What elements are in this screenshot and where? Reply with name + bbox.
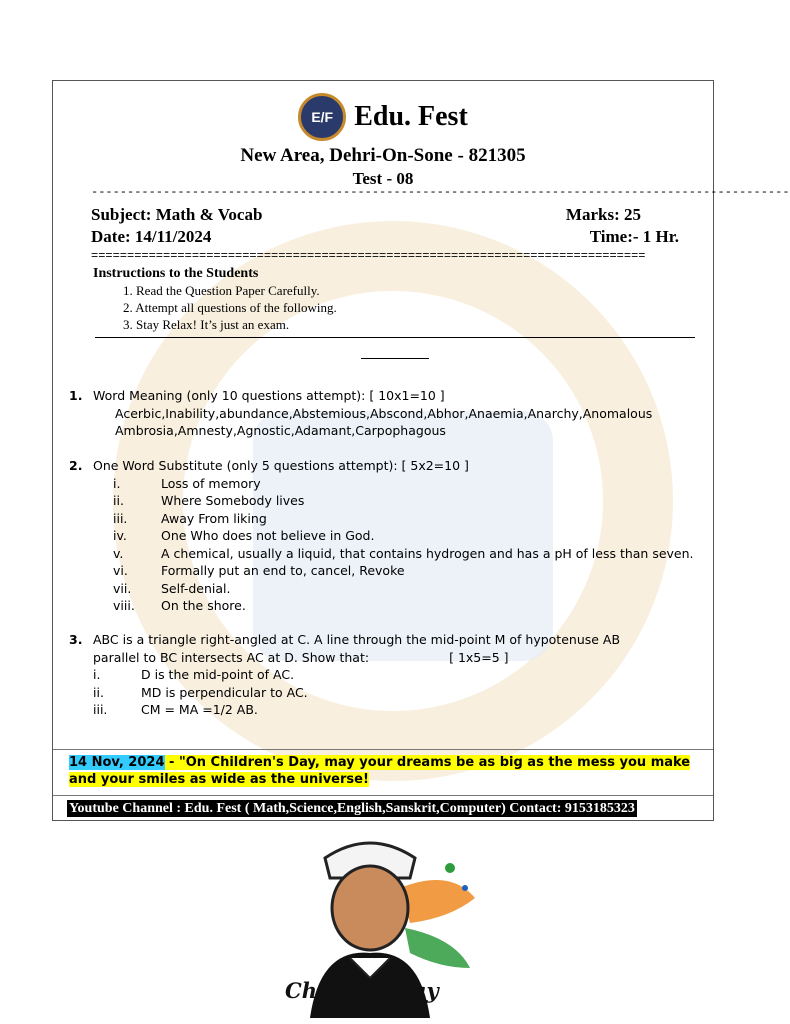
note-date: 14 Nov, 2024 [69, 755, 165, 770]
instruction-item: 2. Attempt all questions of the following. [123, 300, 337, 315]
question-2: 2. One Word Substitute (only 5 questions attempt): [ 5x2=10 ] i. Loss of memory ii. Where Somebody lives iii. Away From liking iv. One Who does not believe in God. v. A chemical, usually a liquid, that contains hydrogen and has a pH of less than seven. vi. Formally put an end to, cancel, Revoke vii. Self-denial. viii. On the shore. [69, 457, 709, 615]
question-3: 3. ABC is a triangle right-angled at C. A line through the mid-point M of hypotenuse AB parallel to BC intersects AC at D. Show that: [ 1x5=5 ] i. D is the mid-point of AC. ii. MD is perpendicular to AC. iii. CM = MA =1/2 AB. [69, 631, 709, 719]
date: Date: 14/11/2024 [91, 227, 212, 246]
list-item: viii. On the shore. [113, 598, 246, 613]
question-1-title: Word Meaning (only 10 questions attempt): [ 10x1=10 ] [93, 388, 445, 403]
exam-paper [52, 80, 790, 821]
instructions [93, 266, 693, 333]
note-text: - "On Children's Day, may your dreams be as big as the mess you make and your smiles as wide as the universe! [69, 755, 691, 787]
list-item: ii. Where Somebody lives [113, 493, 305, 508]
test-number: Test - 08 [352, 169, 414, 188]
question-2-items [113, 475, 709, 615]
short-divider [361, 358, 429, 359]
list-item: vi. Formally put an end to, cancel, Revoke [113, 563, 405, 578]
question-3-line2: parallel to BC intersects AC at D. Show that: [93, 649, 370, 665]
list-item: iii. Away From liking [113, 510, 267, 526]
meta-row-2 [91, 227, 679, 247]
subject: Subject: Math & Vocab [91, 205, 263, 224]
instruction-item: 1. Read the Question Paper Carefully. [123, 283, 320, 298]
list-item: vii. Self-denial. [113, 580, 231, 596]
header [53, 93, 713, 189]
list-item: iii. CM = MA =1/2 AB. [93, 702, 258, 717]
edu-fest-logo-icon: E/F [298, 93, 346, 141]
question-2-title: One Word Substitute (only 5 questions attempt): [ 5x2=10 ] [93, 458, 469, 473]
page-title: Edu. Fest [354, 101, 468, 132]
list-item: ii. MD is perpendicular to AC. [93, 684, 308, 700]
time: Time:- 1 Hr. [589, 227, 679, 246]
instructions-heading: Instructions to the Students [93, 266, 259, 281]
dash-separator: ------------------------------------------------------------------------------------------------- [91, 185, 790, 199]
list-item: iv. One Who does not believe in God. [113, 528, 375, 543]
marks: Marks: 25 [565, 205, 641, 224]
address: New Area, Dehri-On-Sone - 821305 [240, 145, 526, 166]
contact-bar [53, 795, 713, 817]
meta-row-1 [91, 205, 679, 225]
childrens-day-note [53, 749, 713, 792]
question-1: 1. Word Meaning (only 10 questions attempt): [ 10x1=10 ] Acerbic,Inability,abundance,Abstemious,Abscond,Abhor,Anaemia,Anarchy,Anomalous Ambrosia,Amnesty,Agnostic,Adamant,Carpophagous [69, 387, 709, 440]
question-3-marks: [ 1x5=5 ] [449, 649, 509, 665]
childrens-day-caption: Children Day [285, 978, 439, 1003]
instruction-item: 3. Stay Relax! It’s just an exam. [123, 317, 290, 332]
question-3-items [93, 666, 709, 719]
contact-text: Youtube Channel : Edu. Fest ( Math,Science,English,Sanskrit,Computer) Contact: 9153185323 [69, 801, 635, 816]
divider [95, 337, 695, 338]
question-3-line1: ABC is a triangle right-angled at C. A line through the mid-point M of hypotenuse AB [93, 632, 621, 647]
list-item: i. Loss of memory [113, 475, 261, 491]
question-1-words: Acerbic,Inability,abundance,Abstemious,Abscond,Abhor,Anaemia,Anarchy,Anomalous Ambrosia,Amnesty,Agnostic,Adamant,Carpophagous [115, 405, 653, 438]
list-item: i. D is the mid-point of AC. [93, 667, 295, 682]
equals-separator: ============================================================================= [91, 249, 646, 263]
list-item: v. A chemical, usually a liquid, that contains hydrogen and has a pH of less than seven. [113, 545, 694, 561]
